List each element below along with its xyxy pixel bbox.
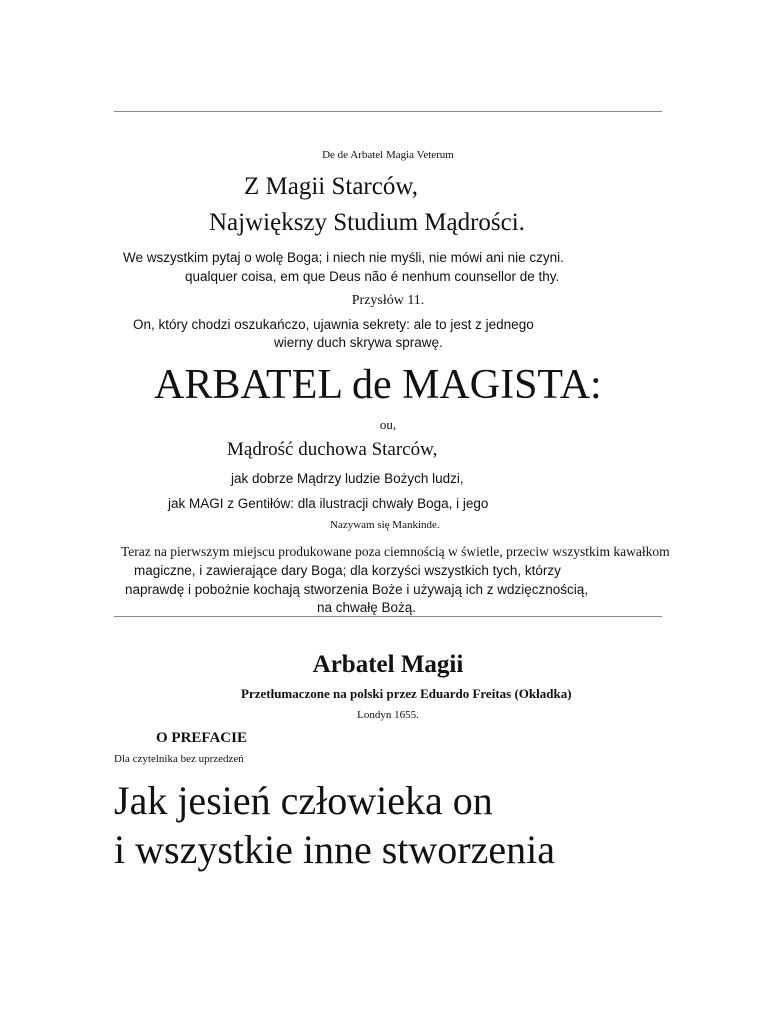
epigraph-line-1: We wszystkim pytaj o wolę Boga; i niech nie myśli, nie mówi ani nie czyni. [123, 250, 564, 265]
epigraph-source: Przysłów 11. [351, 293, 425, 308]
subtitle-line-1: Mądrość duchowa Starców, [227, 439, 438, 460]
book-title: Arbatel Magii [312, 651, 464, 678]
top-divider [114, 111, 662, 112]
preface-note: Dla czytelnika bez uprzedzeń [114, 753, 244, 765]
small-subtitle: De de Arbatel Magia Veterum [322, 149, 454, 161]
epigraph-line-2: qualquer coisa, em que Deus não é nenhum counsellor de thy. [185, 269, 560, 284]
main-title: ARBATEL de MAGISTA: [154, 362, 602, 408]
title-line-2: Największy Studium Mądrości. [209, 209, 525, 236]
subtitle-line-4: Nazywam się Mankinde. [330, 519, 440, 531]
middle-divider [114, 616, 662, 617]
conjunction: ou, [379, 417, 397, 432]
preface-body-line-1: Jak jesień człowieka on [114, 778, 493, 823]
description-line-1: Teraz na pierwszym miejscu produkowane poza ciemnością w świetle, przeciw wszystkim kawałkom [121, 544, 670, 559]
subtitle-line-3: jak MAGI z Gentiłów: dla ilustracji chwały Boga, i jego [168, 496, 489, 511]
preface-heading: O PREFACIE [156, 730, 247, 746]
subtitle-line-2: jak dobrze Mądrzy ludzie Bożych ludzi, [231, 471, 464, 486]
preface-body-line-2: i wszystkie inne stworzenia [114, 827, 555, 872]
place-date: Londyn 1655. [357, 709, 419, 721]
quote-line-1: On, który chodzi oszukańczo, ujawnia sekrety: ale to jest z jednego [133, 317, 534, 332]
description-line-3: naprawdę i pobożnie kochają stworzenia Boże i używają ich z wdzięcznością, [125, 582, 588, 597]
description-line-4: na chwałę Bożą. [317, 600, 417, 615]
description-line-2: magiczne, i zawierające dary Boga; dla korzyści wszystkich tych, którzy [134, 563, 561, 578]
quote-line-2: wierny duch skrywa sprawę. [274, 335, 443, 350]
title-line-1: Z Magii Starców, [244, 173, 419, 200]
translation-note: Przetłumaczone na polski przez Eduardo Freitas (Okładka) [241, 686, 572, 701]
